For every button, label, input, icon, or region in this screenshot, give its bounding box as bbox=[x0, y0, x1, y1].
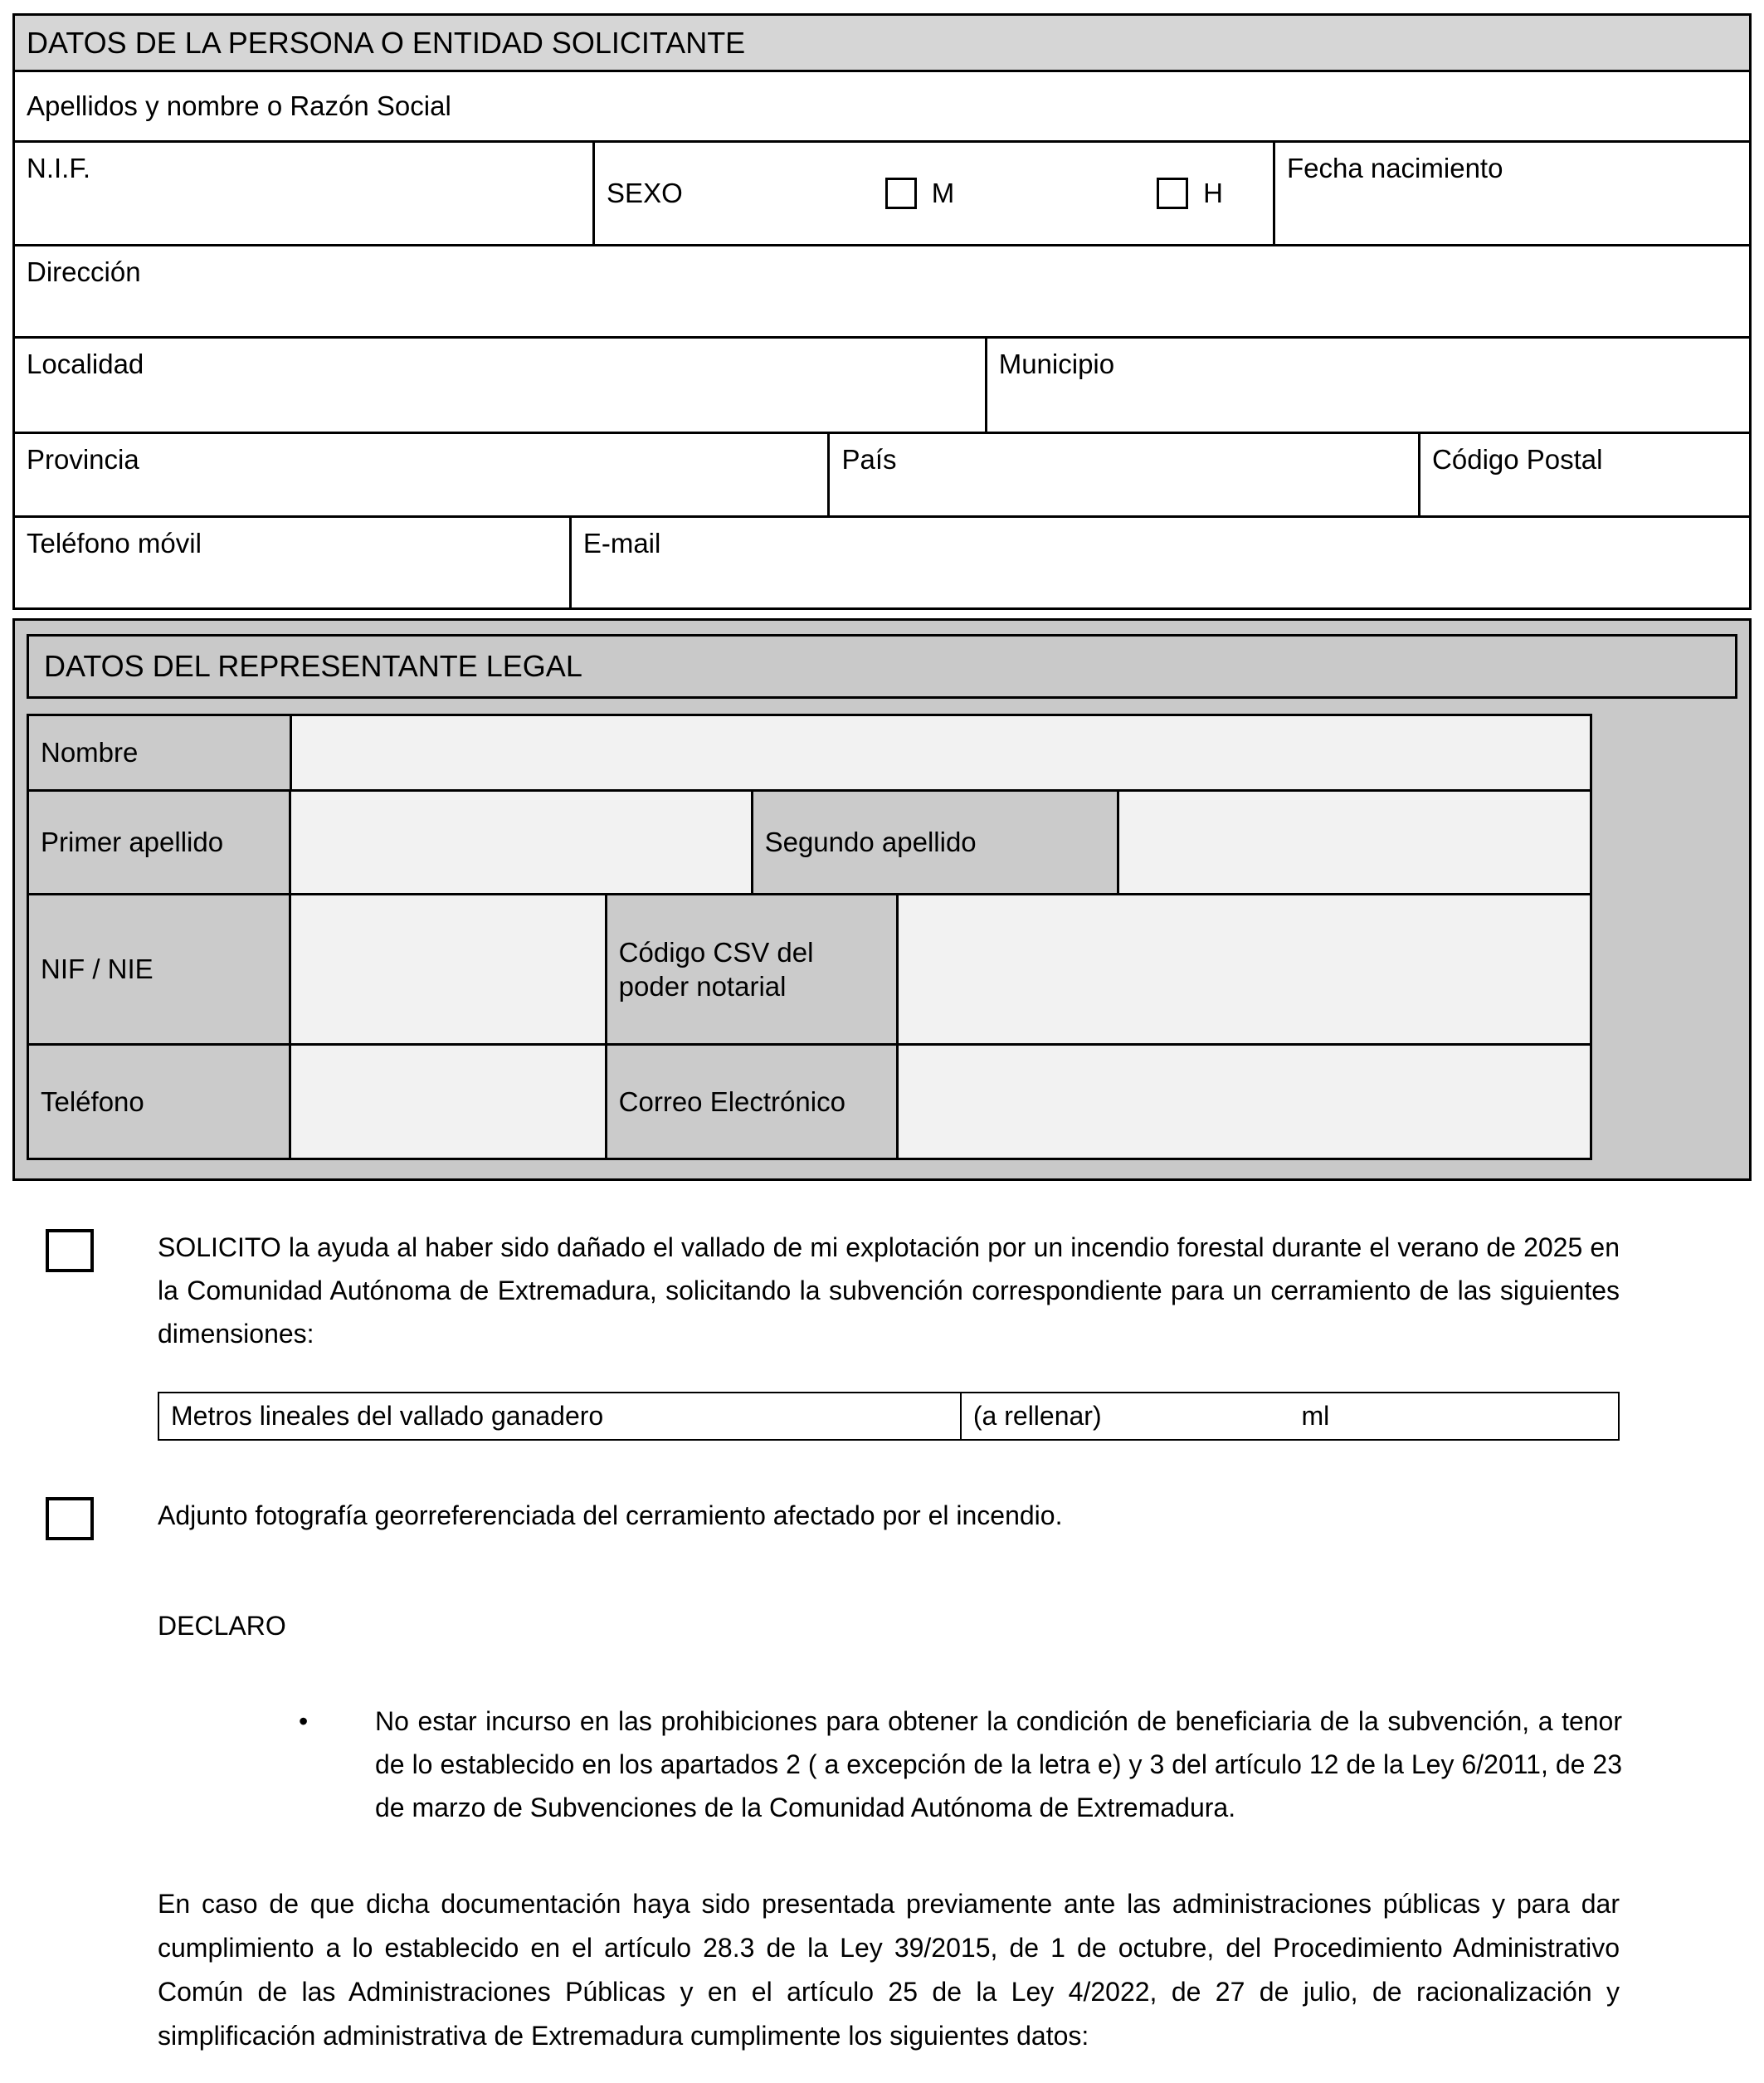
metros-unit: ml bbox=[1301, 1401, 1330, 1431]
rep-segundo-apellido-label: Segundo apellido bbox=[764, 827, 977, 858]
municipio-label: Municipio bbox=[998, 349, 1115, 379]
field-sexo bbox=[595, 143, 1273, 244]
sexo-option-m bbox=[885, 176, 955, 210]
field-municipio[interactable] bbox=[987, 339, 1749, 432]
adjunto-text: Adjunto fotografía georreferenciada del cerramiento afectado por el incendio. bbox=[158, 1500, 1063, 1530]
nif-label: N.I.F. bbox=[27, 153, 91, 183]
applicant-title-text: DATOS DE LA PERSONA O ENTIDAD SOLICITANTE bbox=[27, 26, 746, 60]
input-rep-telefono[interactable] bbox=[291, 1046, 605, 1158]
apellidos-label: Apellidos y nombre o Razón Social bbox=[27, 90, 451, 122]
input-rep-nombre[interactable] bbox=[292, 716, 1590, 789]
telefono-movil-label: Teléfono móvil bbox=[27, 528, 202, 559]
rep-csv-label: Código CSV del poder notarial bbox=[618, 936, 814, 1002]
input-rep-nif-nie[interactable] bbox=[291, 895, 605, 1043]
field-fecha-nacimiento[interactable] bbox=[1275, 143, 1749, 244]
rep-nombre-label-cell bbox=[29, 716, 290, 789]
input-rep-segundo-apellido[interactable] bbox=[1119, 792, 1590, 893]
field-apellidos-razon-social[interactable] bbox=[15, 72, 1749, 140]
field-direccion[interactable] bbox=[15, 246, 1749, 336]
provincia-label: Provincia bbox=[27, 444, 139, 475]
fecha-nacimiento-label: Fecha nacimiento bbox=[1286, 153, 1503, 183]
metros-table bbox=[158, 1392, 1620, 1441]
declaration-bullet bbox=[299, 1700, 1622, 1829]
metros-placeholder: (a rellenar) bbox=[972, 1401, 1102, 1431]
field-provincia[interactable] bbox=[15, 434, 827, 515]
localidad-municipio-row bbox=[15, 339, 1749, 432]
field-nif[interactable] bbox=[15, 143, 592, 244]
rep-telefono-correo-row bbox=[29, 1046, 1590, 1158]
telefono-email-row bbox=[15, 518, 1749, 607]
solicito-checkbox-col bbox=[12, 1226, 158, 1276]
checkbox-adjunto[interactable] bbox=[46, 1497, 94, 1540]
adjunto-row bbox=[12, 1494, 1752, 1544]
nif-sexo-fecha-row bbox=[15, 143, 1749, 244]
rep-nombre-row bbox=[29, 716, 1590, 789]
field-pais[interactable] bbox=[830, 434, 1418, 515]
checkbox-solicito[interactable] bbox=[46, 1229, 94, 1272]
provincia-pais-cp-row bbox=[15, 434, 1749, 515]
adjunto-checkbox-col bbox=[12, 1494, 158, 1544]
rep-csv-label-cell bbox=[607, 895, 896, 1043]
rep-telefono-label-cell bbox=[29, 1046, 289, 1158]
rep-telefono-label: Teléfono bbox=[41, 1085, 144, 1117]
solicito-row bbox=[12, 1226, 1752, 1355]
declaration-bullet-text: No estar incurso en las prohibiciones para obtener la condición de beneficiaria de la subvención, a tenor de lo establecido en los apartados 2 ( a excepción de la letra e) y 3 del artículo 12 de la Ley 6/2011, de 23 de marzo de Subvenciones de la Comunidad Autónoma de Extremadura. bbox=[375, 1706, 1622, 1822]
solicito-text: SOLICITO la ayuda al haber sido dañado el vallado de mi explotación por un incendio forestal durante el verano de 2025 en la Comunidad Autónoma de Extremadura, solicitando la subvención correspondiente para un cerramiento de las siguientes dimensiones: bbox=[158, 1232, 1620, 1349]
direccion-label: Dirección bbox=[27, 256, 141, 287]
rep-apellidos-row bbox=[29, 792, 1590, 893]
applicant-section-title bbox=[15, 16, 1749, 70]
email-label: E-mail bbox=[582, 528, 661, 559]
metros-input-cell[interactable] bbox=[962, 1393, 1290, 1439]
metros-label: Metros lineales del vallado ganadero bbox=[171, 1401, 604, 1431]
representative-title-text: DATOS DEL REPRESENTANTE LEGAL bbox=[44, 649, 582, 683]
rep-segundo-apellido-label-cell bbox=[753, 792, 1117, 893]
field-telefono-movil[interactable] bbox=[15, 518, 569, 607]
applicant-section bbox=[12, 13, 1752, 610]
declaro-title: DECLARO bbox=[158, 1611, 286, 1641]
rep-nombre-label: Nombre bbox=[41, 737, 139, 768]
pais-label: País bbox=[841, 444, 897, 475]
closing-text: En caso de que dicha documentación haya sido presentada previamente ante las administraciones públicas y para dar cumplimiento a lo establecido en el artículo 28.3 de la Ley 39/2015, de 1 de octubre, del Procedimiento Administrativo Común de las Administraciones Públicas y en el artículo 25 de la Ley 4/2022, de 27 de julio, de racionalización y simplificación administrativa de Extremadura cumplimente los siguientes datos: bbox=[158, 1889, 1620, 2051]
rep-primer-apellido-label-cell bbox=[29, 792, 289, 893]
bullet-icon: • bbox=[299, 1706, 309, 1736]
rep-nif-nie-label: NIF / NIE bbox=[41, 954, 153, 985]
field-email[interactable] bbox=[572, 518, 1749, 607]
sexo-label: SEXO bbox=[607, 178, 683, 209]
codigo-postal-label: Código Postal bbox=[1432, 444, 1603, 475]
input-rep-csv[interactable] bbox=[899, 895, 1590, 1043]
sexo-h-label: H bbox=[1203, 178, 1223, 209]
rep-nif-csv-row bbox=[29, 895, 1590, 1043]
field-codigo-postal[interactable] bbox=[1420, 434, 1749, 515]
representative-section bbox=[12, 618, 1752, 1181]
direccion-row bbox=[15, 246, 1749, 336]
applicant-title-row bbox=[15, 16, 1749, 70]
field-localidad[interactable] bbox=[15, 339, 985, 432]
representative-section-title bbox=[27, 634, 1737, 699]
input-rep-correo[interactable] bbox=[899, 1046, 1590, 1158]
checkbox-sexo-h[interactable] bbox=[1157, 178, 1188, 209]
input-rep-primer-apellido[interactable] bbox=[291, 792, 751, 893]
rep-correo-label-cell bbox=[607, 1046, 896, 1158]
metros-unit-cell bbox=[1289, 1393, 1618, 1439]
apellidos-row bbox=[15, 72, 1749, 140]
rep-primer-apellido-label: Primer apellido bbox=[41, 827, 224, 858]
sexo-option-h bbox=[1157, 176, 1223, 210]
localidad-label: Localidad bbox=[27, 349, 144, 379]
representative-table bbox=[27, 714, 1592, 1160]
checkbox-sexo-m[interactable] bbox=[885, 178, 917, 209]
rep-nif-nie-label-cell bbox=[29, 895, 289, 1043]
metros-label-cell bbox=[159, 1393, 962, 1439]
rep-correo-label: Correo Electrónico bbox=[618, 1085, 845, 1117]
sexo-m-label: M bbox=[931, 178, 955, 209]
